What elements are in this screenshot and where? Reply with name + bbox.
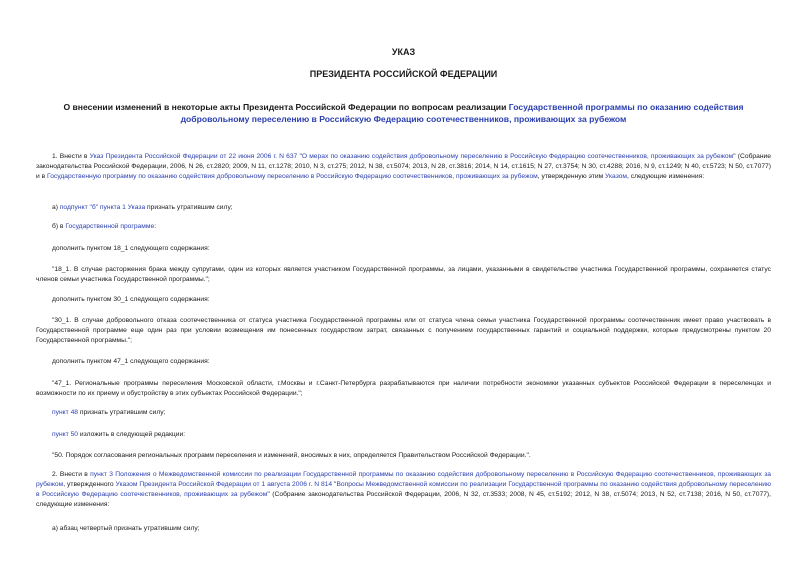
document-type-title: УКАЗ (391, 47, 416, 57)
quote-point-18-1: "18_1. В случае расторжения брака между супругами, один из которых является участником Государственной программы, за лицами, указанными в свидетельстве участника Государственной программы, сохраняется статус членов семьи участника Государственной программы."; (36, 266, 771, 283)
p2-text-5: " (Собрание законодательства Российской Федерации, 2006, N 32, ст.3533; 2008, N 45, ст.5192; 2012, N 38, ст.5074; 2013, N 52, ст.7138; 2016, N 50, ст.7077), следующие изменения: (36, 491, 771, 508)
point-50-text: изложить в следующей редакции: (78, 431, 186, 438)
item-a-prefix: а) (52, 204, 60, 211)
p2-text-4: " (332, 481, 337, 488)
item-b-colon: : (154, 223, 157, 230)
p1-text-4: , утвержденную этим (537, 173, 606, 180)
item-a-text: признать утратившим силу; (145, 204, 233, 211)
subject-program-link[interactable]: Государственной программы по оказанию содействия добровольному переселению в Российскую Федерацию соотечественников, проживающих за рубежом (180, 102, 744, 124)
state-program-link[interactable]: Государственную программу по оказанию содействия добровольному переселению в Российскую Федерацию соотечественников, проживающих за рубежом (47, 173, 538, 180)
item-a (52, 203, 771, 213)
state-program-ref-link[interactable]: Государственной программе (65, 223, 155, 230)
item-2a: а) абзац четвертый признать утратившим силу; (52, 525, 200, 532)
point-48-link[interactable]: пункт 48 (52, 409, 79, 416)
p2-text-1: 2. Внести в (52, 471, 91, 478)
paragraph-1 (36, 152, 771, 182)
p2-text-3: , утвержденного (63, 481, 116, 488)
add-point-47-1: дополнить пунктом 47_1 следующего содержания: (52, 358, 210, 365)
point-3-link[interactable]: пункт 3 (90, 471, 113, 478)
issuer-title: ПРЕЗИДЕНТА РОССИЙСКОЙ ФЕДЕРАЦИИ (309, 69, 498, 79)
add-point-18-1: дополнить пунктом 18_1 следующего содержания: (52, 245, 210, 252)
point-50 (52, 430, 771, 440)
p1-text-1: 1. Внести в (52, 153, 90, 160)
decree-814-link[interactable]: Указом Президента Российской Федерации от 1 августа 2006 г. N 814 (115, 481, 333, 488)
point-48-text: признать утратившим силу; (78, 409, 166, 416)
subpoint-b-link[interactable]: подпункт "б" пункта 1 Указа (59, 204, 146, 211)
item-b (52, 222, 771, 232)
add-point-30-1: дополнить пунктом 30_1 следующего содержания: (52, 296, 210, 303)
point-48 (52, 408, 771, 418)
point-50-link[interactable]: пункт 50 (52, 431, 79, 438)
document-subject (40, 101, 767, 125)
quote-point-30-1: "30_1. В случае добровольного отказа соотечественника от статуса участника Государственной программы или от статуса члена семьи участника Государственной программы соотечественник имеет право участвовать в Государственной программе еще один раз при условии возмещения им понесенных государством затрат, связанных с получением государственных гарантий и социальной поддержки, которые предусмотрены пунктом 20 Государственной программы."; (36, 317, 771, 344)
item-b-prefix: б) в (52, 223, 66, 230)
decree-814-title-link[interactable]: Вопросы Межведомственной комиссии по реализации Государственной программы по оказанию содействия добровольному переселению в Российскую Федерацию соотечественников, проживающих за рубежом (36, 481, 772, 498)
decree-637-title-link[interactable]: О мерах по оказанию содействия добровольному переселению в Российскую Федерацию соотечественников, проживающих за рубежом (301, 153, 734, 160)
p1-text-5: , следующие изменения: (627, 173, 705, 180)
paragraph-2 (36, 470, 771, 510)
decree-link[interactable]: Указом (605, 173, 628, 180)
p1-text-3: " (Собрание законодательства Российской Федерации, 2006, N 26, ст.2820; 2009, N 11, ст.1278; 2010, N 3, ст.275; 2012, N 38, ст.5074; 2013, N 28, ст.3816; 2014, N 14, ст.1615; N 27, ст.3754; N 30, ст.4288; 2016, N 9, ст.1249; N 40, ст.5723; N 50, ст.7077) и в (36, 153, 771, 180)
commission-regulation-link[interactable]: Положения о Межведомственной комиссии по реализации Государственной программы по оказанию содействия добровольному переселению в Российскую Федерацию соотечественников, проживающих за рубежом (36, 471, 771, 488)
decree-637-link[interactable]: Указ Президента Российской Федерации от 22 июня 2006 г. N 637 (89, 153, 298, 160)
subject-text: О внесении изменений в некоторые акты Президента Российской Федерации по вопросам реализации (63, 102, 509, 112)
quote-point-50: "50. Порядок согласования региональных программ переселения и изменений, вносимых в них, определяется Правительством Российской Федерации.". (52, 452, 531, 459)
quote-point-47-1: "47_1. Региональные программы переселения Московской области, г.Москвы и г.Санкт-Петербурга разрабатываются при наличии потребности экономики указанных субъектов Российской Федерации в переселенцах и возможности по их приему и обустройству в этих субъектах Российской Федерации."; (36, 380, 771, 397)
p1-text-2: " (297, 153, 302, 160)
